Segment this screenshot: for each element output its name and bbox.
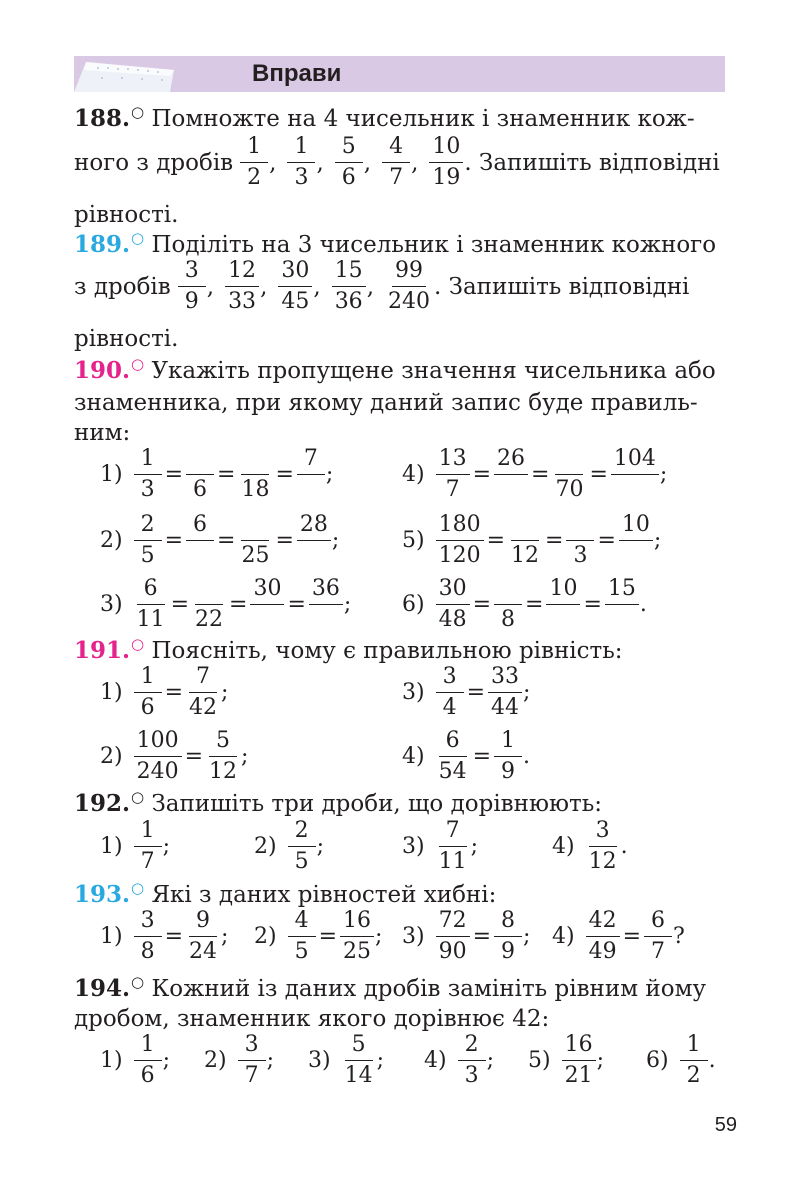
exercise-194-line1: 194.○ Кожний із даних дробів замініть рівним йому bbox=[74, 973, 706, 1002]
numerator: 1 bbox=[134, 818, 162, 847]
item-label: 4) bbox=[402, 744, 425, 769]
fraction bbox=[458, 1032, 486, 1089]
fraction bbox=[494, 446, 528, 503]
fraction bbox=[605, 576, 639, 633]
fraction bbox=[186, 446, 214, 503]
denominator: 6 bbox=[193, 477, 208, 502]
item-label: 3) bbox=[308, 1048, 331, 1073]
fraction bbox=[250, 576, 284, 633]
numerator: 1 bbox=[287, 134, 315, 163]
fraction bbox=[680, 1032, 708, 1089]
numerator: 100 bbox=[134, 728, 182, 757]
item-label: 1) bbox=[100, 462, 123, 487]
exercise-number: 191. bbox=[74, 637, 131, 664]
denominator: 5 bbox=[294, 939, 309, 964]
numerator bbox=[511, 512, 539, 541]
numerator: 15 bbox=[605, 576, 639, 605]
numerator: 3 bbox=[178, 258, 206, 287]
denominator: 12 bbox=[209, 759, 238, 784]
numerator: 99 bbox=[392, 258, 426, 287]
numerator: 7 bbox=[297, 446, 325, 475]
denominator: 7 bbox=[140, 849, 155, 874]
numerator: 104 bbox=[611, 446, 659, 475]
denominator: 2 bbox=[247, 165, 262, 190]
section-header bbox=[74, 56, 725, 92]
denominator: 7 bbox=[389, 165, 404, 190]
denominator bbox=[621, 475, 649, 503]
denominator: 36 bbox=[334, 289, 363, 314]
fraction bbox=[494, 576, 522, 633]
fraction bbox=[134, 1032, 162, 1089]
exercise-text: Поділіть на 3 чисельник і знаменник кожного bbox=[151, 232, 717, 258]
fraction bbox=[288, 908, 316, 965]
numerator: 3 bbox=[436, 664, 464, 693]
fraction bbox=[134, 908, 162, 965]
numerator: 1 bbox=[134, 446, 162, 475]
grid-ruler-icon bbox=[74, 56, 174, 92]
denominator: 3 bbox=[573, 543, 588, 568]
fraction bbox=[340, 908, 374, 965]
numerator: 8 bbox=[494, 908, 522, 937]
numerator: 3 bbox=[134, 908, 162, 937]
equation-item: 2) $\frac{2}{5}$ = 6 = 25 = 28 ; bbox=[100, 512, 340, 568]
numerator: 6 bbox=[137, 576, 165, 605]
equation-item: 4) $\frac{3}{12}$ . bbox=[552, 818, 628, 874]
exercise-189-line1: 189.○ Поділіть на 3 чисельник і знаменник кожного bbox=[74, 229, 717, 258]
numerator: 1 bbox=[494, 728, 522, 757]
numerator: 6 bbox=[644, 908, 672, 937]
exercise-number: 194. bbox=[74, 975, 131, 1002]
denominator: 21 bbox=[564, 1063, 593, 1088]
page-number: 59 bbox=[714, 1114, 737, 1136]
denominator: 8 bbox=[140, 939, 155, 964]
fraction bbox=[297, 512, 331, 569]
numerator: 12 bbox=[225, 258, 259, 287]
equation-item: 2) $\frac{100}{240}$ = $\frac{5}{12}$ ; bbox=[100, 728, 249, 784]
exercise-text: Помножте на 4 чисельник і знаменник кож- bbox=[151, 106, 695, 132]
exercise-number: 188. bbox=[74, 105, 131, 132]
denominator bbox=[497, 475, 525, 503]
fraction bbox=[238, 1032, 266, 1089]
fraction bbox=[192, 576, 226, 633]
fraction bbox=[546, 576, 580, 633]
fraction bbox=[186, 512, 214, 569]
exercise-190-line1: 190.○ Укажіть пропущене значення чисельника або bbox=[74, 355, 716, 384]
fraction bbox=[240, 134, 268, 191]
numerator: 13 bbox=[436, 446, 470, 475]
denominator: 45 bbox=[281, 289, 310, 314]
fraction bbox=[134, 446, 162, 503]
item-label: 1) bbox=[100, 834, 123, 859]
item-label: 2) bbox=[100, 528, 123, 553]
numerator: 30 bbox=[250, 576, 284, 605]
equation-item: 6) $\frac{30}{48}$ = 8 = 10 = 15 . bbox=[402, 576, 647, 632]
numerator: 1 bbox=[680, 1032, 708, 1061]
denominator: 8 bbox=[501, 607, 516, 632]
fraction bbox=[297, 446, 325, 503]
denominator: 42 bbox=[189, 695, 218, 720]
equation-item: 1) $\frac{1}{3}$ = 6 = 18 = 7 ; bbox=[100, 446, 334, 502]
numerator: 33 bbox=[488, 664, 522, 693]
numerator: 30 bbox=[278, 258, 312, 287]
numerator: 72 bbox=[436, 908, 470, 937]
exercise-number: 192. bbox=[74, 790, 131, 817]
numerator: 5 bbox=[345, 1032, 373, 1061]
denominator: 48 bbox=[438, 607, 467, 632]
fraction bbox=[619, 512, 653, 569]
exercise-number: 193. bbox=[74, 881, 131, 908]
item-label: 3) bbox=[402, 680, 425, 705]
exercise-188-line2: ного з дробів $\frac{1}{2}$ , $\frac{1}{3}$ , $\frac{5}{6}$ , $\frac{4}{7}$ , $\frac{10}{19}$ . Запишіть відповідні bbox=[74, 134, 720, 190]
fraction bbox=[436, 728, 470, 785]
exercise-192-line1: 192.○ Запишіть три дроби, що дорівнюють: bbox=[74, 788, 603, 817]
fraction bbox=[332, 258, 366, 315]
fraction bbox=[186, 908, 220, 965]
exercise-190-line2: знаменника, при якому даний запис буде правиль- bbox=[74, 390, 698, 416]
numerator: 2 bbox=[288, 818, 316, 847]
equation-item: 1) $\frac{1}{7}$ ; bbox=[100, 818, 171, 874]
denominator: 7 bbox=[651, 939, 666, 964]
numerator: 7 bbox=[439, 818, 467, 847]
numerator: 15 bbox=[332, 258, 366, 287]
item-label: 4) bbox=[552, 924, 575, 949]
denominator: 54 bbox=[438, 759, 467, 784]
item-label: 5) bbox=[528, 1048, 551, 1073]
numerator: 4 bbox=[288, 908, 316, 937]
fraction bbox=[436, 818, 470, 875]
fraction bbox=[586, 818, 620, 875]
numerator: 9 bbox=[189, 908, 217, 937]
numerator: 3 bbox=[238, 1032, 266, 1061]
exercise-190-line3: ним: bbox=[74, 420, 131, 446]
fraction bbox=[552, 446, 586, 503]
denominator: 240 bbox=[388, 289, 430, 314]
exercise-number: 190. bbox=[74, 357, 131, 384]
fraction bbox=[134, 576, 168, 633]
item-label: 1) bbox=[100, 680, 123, 705]
fraction bbox=[586, 908, 620, 965]
exercise-text: Кожний із даних дробів замініть рівним йому bbox=[151, 976, 706, 1002]
numerator bbox=[494, 576, 522, 605]
denominator: 18 bbox=[241, 477, 270, 502]
numerator: 7 bbox=[189, 664, 217, 693]
denominator: 9 bbox=[501, 759, 516, 784]
fraction bbox=[436, 446, 470, 503]
numerator: 16 bbox=[562, 1032, 596, 1061]
equation-item: 3) $\frac{5}{14}$ ; bbox=[308, 1032, 385, 1088]
fraction bbox=[342, 1032, 376, 1089]
fraction bbox=[206, 728, 240, 785]
item-label: 1) bbox=[100, 924, 123, 949]
fraction bbox=[429, 134, 463, 191]
equation-item: 4) $\frac{6}{54}$ = $\frac{1}{9}$ . bbox=[402, 728, 531, 784]
item-label: 3) bbox=[100, 592, 123, 617]
denominator: 6 bbox=[140, 695, 155, 720]
numerator: 1 bbox=[240, 134, 268, 163]
numerator: 10 bbox=[546, 576, 580, 605]
denominator bbox=[300, 541, 328, 569]
denominator: 7 bbox=[244, 1063, 259, 1088]
item-label: 1) bbox=[100, 1048, 123, 1073]
denominator: 22 bbox=[195, 607, 224, 632]
numerator: 5 bbox=[335, 134, 363, 163]
denominator: 3 bbox=[294, 165, 309, 190]
equation-item: 5) $\frac{180}{120}$ = 12 = 3 = 10 ; bbox=[402, 512, 662, 568]
denominator: 9 bbox=[184, 289, 199, 314]
fraction bbox=[238, 512, 272, 569]
exercise-188-line1: 188.○ Помножте на 4 чисельник і знаменник кож- bbox=[74, 103, 695, 132]
fraction bbox=[186, 664, 220, 721]
exercise-text: Поясніть, чому є правильною рівність: bbox=[151, 638, 623, 664]
item-label: 3) bbox=[402, 924, 425, 949]
fraction bbox=[436, 576, 470, 633]
denominator: 7 bbox=[445, 477, 460, 502]
fraction bbox=[309, 576, 343, 633]
fraction bbox=[238, 446, 272, 503]
denominator: 49 bbox=[588, 939, 617, 964]
exercise-189-line2: з дробів $\frac{3}{9}$ , $\frac{12}{33}$ , $\frac{30}{45}$ , $\frac{15}{36}$ , $\frac{99}{240}$ . Запишіть відповідні bbox=[74, 258, 690, 314]
item-label: 2) bbox=[254, 924, 277, 949]
denominator: 25 bbox=[343, 939, 372, 964]
numerator bbox=[186, 446, 214, 475]
item-label: 4) bbox=[424, 1048, 447, 1073]
denominator: 6 bbox=[341, 165, 356, 190]
denominator bbox=[312, 605, 340, 633]
fraction bbox=[134, 728, 182, 785]
exercise-194-line2: дробом, знаменник якого дорівнює 42: bbox=[74, 1006, 550, 1032]
fraction bbox=[335, 134, 363, 191]
denominator bbox=[622, 541, 650, 569]
numerator bbox=[195, 576, 223, 605]
exercise-193-line1: 193.○ Які з даних рівностей хибні: bbox=[74, 879, 497, 908]
fraction bbox=[494, 908, 522, 965]
denominator: 5 bbox=[140, 543, 155, 568]
numerator: 28 bbox=[297, 512, 331, 541]
equation-item: 2) $\frac{3}{7}$ ; bbox=[204, 1032, 275, 1088]
denominator: 14 bbox=[344, 1063, 373, 1088]
fraction bbox=[385, 258, 433, 315]
denominator: 120 bbox=[438, 543, 481, 568]
exercise-188-line3: рівності. bbox=[74, 202, 179, 228]
exercise-number: 189. bbox=[74, 231, 131, 258]
fraction bbox=[134, 512, 162, 569]
denominator: 4 bbox=[442, 695, 457, 720]
denominator bbox=[608, 605, 636, 633]
fraction bbox=[287, 134, 315, 191]
equation-item: 3) $\frac{6}{11}$ = 22 = 30 = 36 ; bbox=[100, 576, 352, 632]
numerator: 5 bbox=[209, 728, 237, 757]
equation-item: 3) $\frac{7}{11}$ ; bbox=[402, 818, 479, 874]
exercise-text: . Запишіть відповідні bbox=[464, 149, 720, 176]
fraction bbox=[225, 258, 259, 315]
fraction bbox=[134, 818, 162, 875]
equation-item: 3) $\frac{72}{90}$ = $\frac{8}{9}$ ; bbox=[402, 908, 531, 964]
denominator: 25 bbox=[241, 543, 270, 568]
numerator: 2 bbox=[458, 1032, 486, 1061]
item-label: 2) bbox=[100, 744, 123, 769]
item-label: 3) bbox=[402, 834, 425, 859]
denominator bbox=[253, 605, 281, 633]
fraction bbox=[134, 664, 162, 721]
item-label: 5) bbox=[402, 528, 425, 553]
numerator: 26 bbox=[494, 446, 528, 475]
fraction bbox=[611, 446, 659, 503]
numerator: 6 bbox=[186, 512, 214, 541]
exercise-189-line3: рівності. bbox=[74, 326, 179, 352]
numerator: 1 bbox=[134, 1032, 162, 1061]
numerator: 36 bbox=[309, 576, 343, 605]
denominator: 70 bbox=[555, 477, 584, 502]
item-label: 6) bbox=[402, 592, 425, 617]
fraction bbox=[644, 908, 672, 965]
item-label: 6) bbox=[646, 1048, 669, 1073]
exercise-191-line1: 191.○ Поясніть, чому є правильною рівність: bbox=[74, 635, 623, 664]
equation-item: 5) $\frac{16}{21}$ ; bbox=[528, 1032, 605, 1088]
item-label: 2) bbox=[254, 834, 277, 859]
numerator bbox=[555, 446, 583, 475]
item-label: 2) bbox=[204, 1048, 227, 1073]
denominator: 240 bbox=[136, 759, 179, 784]
exercise-text: Які з даних рівностей хибні: bbox=[151, 882, 497, 908]
numerator: 30 bbox=[436, 576, 470, 605]
exercise-text: ного з дробів bbox=[74, 149, 234, 176]
section-title: Вправи bbox=[252, 60, 342, 87]
fraction bbox=[436, 908, 470, 965]
fraction bbox=[436, 664, 464, 721]
fraction bbox=[436, 512, 484, 569]
denominator bbox=[297, 475, 325, 503]
denominator: 24 bbox=[189, 939, 218, 964]
denominator: 3 bbox=[464, 1063, 479, 1088]
denominator: 5 bbox=[294, 849, 309, 874]
exercise-text: Запишіть три дроби, що дорівнюють: bbox=[151, 791, 603, 817]
equation-item: 1) $\frac{3}{8}$ = $\frac{9}{24}$ ; bbox=[100, 908, 229, 964]
denominator: 44 bbox=[491, 695, 520, 720]
fraction bbox=[382, 134, 410, 191]
denominator: 33 bbox=[228, 289, 257, 314]
exercise-text: . Запишіть відповідні bbox=[434, 273, 690, 300]
denominator bbox=[549, 605, 577, 633]
equation-item: 1) $\frac{1}{6}$ = $\frac{7}{42}$ ; bbox=[100, 664, 229, 720]
numerator: 6 bbox=[439, 728, 467, 757]
numerator: 10 bbox=[619, 512, 653, 541]
fraction bbox=[288, 818, 316, 875]
equation-item: 4) $\frac{42}{49}$ = $\frac{6}{7}$ ? bbox=[552, 908, 685, 964]
exercise-text: Укажіть пропущене значення чисельника або bbox=[151, 358, 716, 384]
denominator: 90 bbox=[438, 939, 467, 964]
denominator bbox=[186, 541, 214, 569]
denominator: 11 bbox=[136, 607, 165, 632]
numerator bbox=[241, 512, 269, 541]
fraction bbox=[488, 664, 522, 721]
denominator: 12 bbox=[511, 543, 540, 568]
denominator: 6 bbox=[140, 1063, 155, 1088]
numerator: 2 bbox=[134, 512, 162, 541]
equation-item: 6) $\frac{1}{2}$ . bbox=[646, 1032, 716, 1088]
fraction bbox=[508, 512, 542, 569]
denominator: 12 bbox=[588, 849, 617, 874]
numerator: 180 bbox=[436, 512, 484, 541]
fraction bbox=[566, 512, 594, 569]
denominator: 3 bbox=[140, 477, 155, 502]
numerator: 3 bbox=[589, 818, 617, 847]
equation-item: 1) $\frac{1}{6}$ ; bbox=[100, 1032, 171, 1088]
numerator bbox=[241, 446, 269, 475]
equation-item: 4) $\frac{13}{7}$ = 26 = 70 = 104 ; bbox=[402, 446, 668, 502]
numerator: 1 bbox=[134, 664, 162, 693]
numerator: 4 bbox=[382, 134, 410, 163]
equation-item: 3) $\frac{3}{4}$ = $\frac{33}{44}$ ; bbox=[402, 664, 531, 720]
equation-item: 2) $\frac{2}{5}$ ; bbox=[254, 818, 325, 874]
denominator: 11 bbox=[438, 849, 467, 874]
equation-item: 2) $\frac{4}{5}$ = $\frac{16}{25}$ ; bbox=[254, 908, 383, 964]
numerator: 10 bbox=[429, 134, 463, 163]
exercise-text: з дробів bbox=[74, 273, 171, 300]
equation-item: 4) $\frac{2}{3}$ ; bbox=[424, 1032, 495, 1088]
numerator: 16 bbox=[340, 908, 374, 937]
item-label: 4) bbox=[552, 834, 575, 859]
fraction bbox=[278, 258, 312, 315]
denominator: 19 bbox=[432, 165, 461, 190]
denominator: 2 bbox=[686, 1063, 701, 1088]
item-label: 4) bbox=[402, 462, 425, 487]
fraction bbox=[562, 1032, 596, 1089]
fraction bbox=[494, 728, 522, 785]
numerator bbox=[566, 512, 594, 541]
fraction bbox=[178, 258, 206, 315]
denominator: 9 bbox=[501, 939, 516, 964]
numerator: 42 bbox=[586, 908, 620, 937]
